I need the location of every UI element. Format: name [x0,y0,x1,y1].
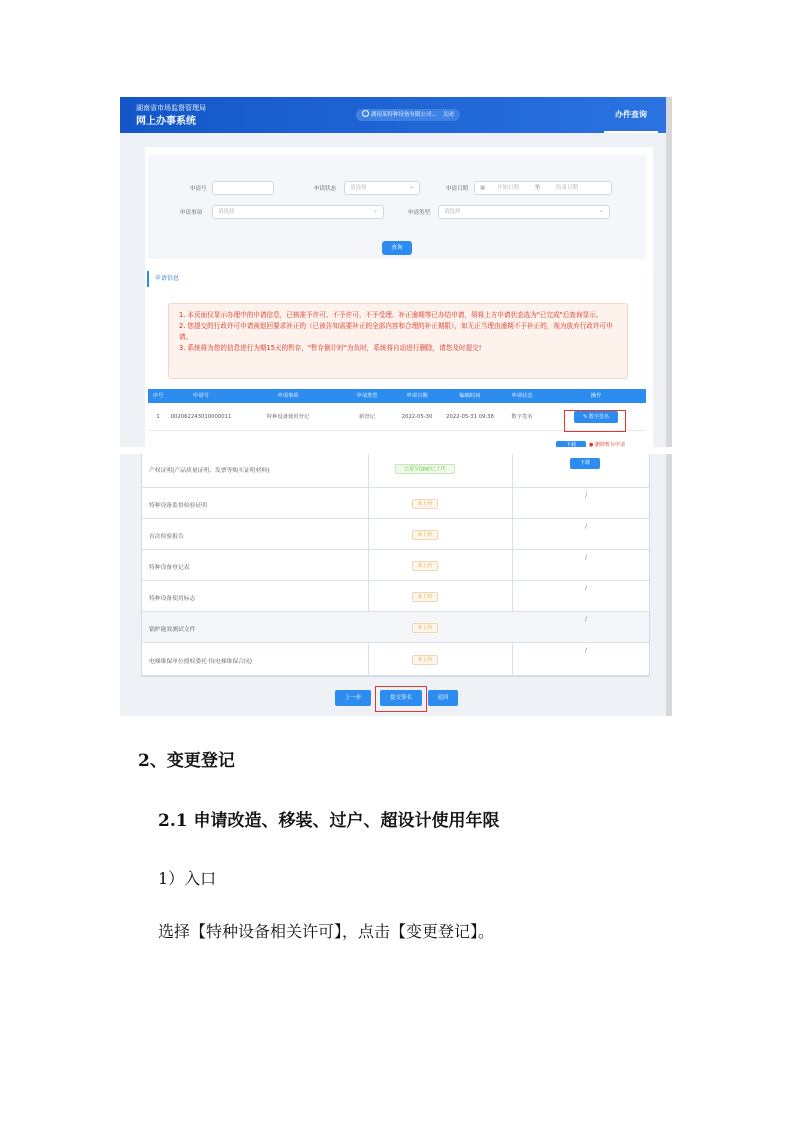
digital-sign-button[interactable]: ✎ 数字签名 [574,411,618,423]
material-name: 特种设备监督检验证明 [149,503,207,509]
table-row [142,612,649,643]
screenshot-query-page [120,97,672,447]
cell-index: 1 [156,414,160,420]
subsection-heading: 2.1 申请改造、移装、过户、超设计使用年限 [158,811,500,831]
cell-date: 2022-05-30 [401,414,433,420]
app-type-select[interactable] [438,205,610,219]
end-date-placeholder: 结束日期 [555,185,578,191]
material-name: 锅炉能效测试文件 [149,627,196,633]
status-tag: 未上传 [412,655,438,665]
app-type-placeholder: 请选择 [444,209,461,215]
partial-row-actions [556,441,625,447]
submit-sign-button[interactable]: 提交签名 [380,690,422,706]
date-separator: 至 [534,185,541,191]
table-row [142,643,649,676]
app-status-select[interactable] [344,181,420,195]
step-label: 1）入口 [158,869,217,888]
status-tag: 未上传 [412,561,438,571]
cell-item: 特种设备使用登记 [266,414,310,420]
operation-placeholder: / [585,523,588,530]
app-status-label: 申请状态 [314,186,337,192]
app-status-placeholder: 请选择 [350,185,367,191]
table-row [142,519,649,550]
table-row [142,454,649,488]
status-tag: 未上传 [412,530,438,540]
highlight-box-submit [375,686,427,712]
material-name: 首次检验报告 [149,534,184,540]
app-type-label: 申请类型 [408,210,431,216]
tab-query[interactable]: 办件查询 [604,97,658,133]
account-pill[interactable] [356,109,460,121]
query-button[interactable]: 查询 [382,241,412,255]
notice-1: 1. 本页面仅显示办理中的申请信息，已核准予许可、不予许可、不予受理、补正逾期等已办结申请，须将上方申请状态选为"已完成"后查询显示。 [179,311,603,319]
download-button[interactable]: 下载 [570,458,600,469]
section-title: 申请信息 [147,271,179,287]
app-date-label: 申请日期 [446,186,469,192]
col-edit-time: 编辑时间 [459,393,481,399]
table-row [142,488,649,519]
notice-3: 3. 系统将为您的信息进行为期15天的暂存，"暂存倒计时"为负时，系统将自动进行删除，请您及时提交! [179,344,482,352]
org-name: 湖南省市场监督管理局 [136,104,206,112]
app-item-placeholder: 请选择 [218,209,235,215]
screenshot-materials-page [120,454,672,716]
col-app-no: 申请号 [193,393,209,399]
top-header [120,97,666,133]
materials-table [141,454,650,677]
cell-edit-time: 2022-05-31 09:38 [446,414,494,420]
app-no-input[interactable] [212,181,274,195]
material-name: 特种设备登记表 [149,565,190,571]
cell-app-no: 002062243010000011 [170,414,232,420]
chevron-down-icon: ⌄ [598,207,604,214]
app-no-label: 申请号 [190,186,207,192]
account-name: 湖南某特种设备有限公司... [371,112,437,118]
status-tag: 未上传 [412,623,438,633]
app-item-select[interactable] [212,205,384,219]
notice-2: 2. 您提交的行政许可申请被退回要求补正的（已被告知需要补正的全部内容和合理的补正期限），如无正当理由逾期不予补正的，视为放弃行政许可申请。 [179,322,613,341]
app-item-label: 申请事项 [180,210,203,216]
delete-draft-link[interactable]: ● 删除暂存申请 [589,442,625,447]
col-item: 申请事项 [277,393,299,399]
table-row [142,581,649,612]
operation-placeholder: / [585,585,588,592]
calendar-icon: ▦ [480,185,486,191]
search-form [148,155,646,259]
start-date-placeholder: 开始日期 [496,185,519,191]
col-action: 操作 [590,393,602,399]
date-range-input[interactable] [474,181,612,195]
notice-box [168,303,628,379]
col-type: 申请类型 [356,393,378,399]
cell-type: 新登记 [359,414,375,420]
cell-status: 数字签名 [511,414,533,420]
main-panel [145,147,653,447]
col-date: 申请日期 [406,393,428,399]
download-button[interactable]: 下载 [556,441,586,447]
system-name: 网上办事系统 [136,116,196,127]
logout-link[interactable]: 关闭 [442,112,454,118]
operation-placeholder: / [585,647,588,654]
back-button[interactable]: 返回 [428,690,458,706]
status-tag: 未上传 [412,499,438,509]
prev-step-button[interactable]: 上一步 [335,690,371,706]
operation-placeholder: / [585,554,588,561]
chevron-down-icon: ⌄ [408,183,414,190]
user-icon [362,110,369,117]
col-index: 序号 [152,393,164,399]
instruction-text: 选择【特种设备相关许可】，点击【变更登记】。 [158,922,495,941]
highlight-box-sign [564,410,626,432]
operation-placeholder: / [585,616,588,623]
material-name: 电梯维保单位授权委托书(电梯维保合同) [149,659,253,665]
status-tag: 已提交(jpg)已上传 [395,464,455,474]
material-name: 产权证明(产品质量证明、发票等购买证明材料) [149,468,270,474]
section-heading: 2、变更登记 [138,751,235,771]
table-row [142,550,649,581]
material-name: 特种设备使用标志 [149,596,196,602]
operation-placeholder: / [585,492,588,499]
chevron-down-icon: ⌄ [372,207,378,214]
table-header [148,389,646,403]
status-tag: 未上传 [412,592,438,602]
col-status: 申请状态 [511,393,533,399]
